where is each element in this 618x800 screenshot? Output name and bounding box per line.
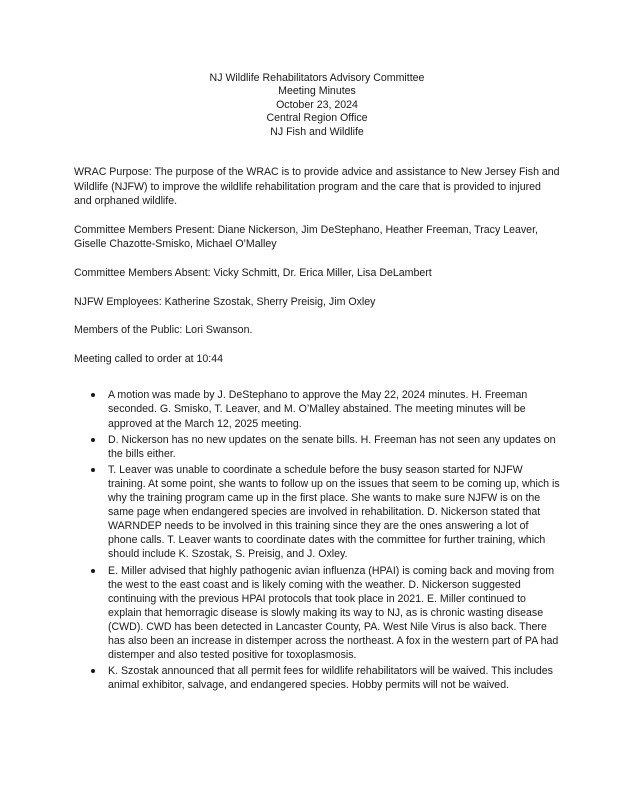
list-item-text: T. Leaver was unable to coordinate a schedule before the busy season started for NJFW training. At some point, she wants to follow up on the issues that seem to be coming up, which is why the training program came up in the first place. She wants to make sure NJFW is on the same page when endangered species are involved in rehabilitation. D. Nickerson stated that WARNDEP needs to be involved in this training since they are the ones answering a lot of phone calls. T. Leaver wants to coordinate dates with the committee for further training, which should include K. Szostak, S. Preisig, and J. Oxley. xyxy=(108,463,560,561)
public-paragraph: Members of the Public: Lori Swanson. xyxy=(74,324,253,337)
employees-paragraph: NJFW Employees: Katherine Szostak, Sherry Preisig, Jim Oxley xyxy=(74,295,376,308)
bullet-icon xyxy=(91,438,95,442)
list-item xyxy=(108,388,560,430)
list-item xyxy=(108,664,560,692)
call-to-order-paragraph: Meeting called to order at 10:44 xyxy=(74,352,223,365)
list-item-text: E. Miller advised that highly pathogenic avian influenza (HPAI) is coming back and moving from the west to the east coast and is likely coming with the weather. D. Nickerson suggested continuing with the previous HPAI protocols that took place in 2021. E. Miller continued to explain that hemorragic disease is slowly making its way to NJ, as is chronic wasting disease (CWD). CWD has been detected in Lancaster County, PA. West Nile Virus is also back. There has also been an increase in distemper across the northeast. A fox in the western part of PA had distemper and also tested positive for toxoplasmosis. xyxy=(108,564,559,662)
document-header xyxy=(74,72,560,139)
committee-name: NJ Wildlife Rehabilitators Advisory Committee xyxy=(209,72,425,84)
members-present-paragraph: Committee Members Present: Diane Nickerson, Jim DeStephano, Heather Freeman, Tracy Leaver, Giselle Chazotte-Smisko, Michael O’Malley xyxy=(74,223,538,251)
meeting-date: October 23, 2024 xyxy=(276,98,358,111)
list-item-text: K. Szostak announced that all permit fees for wildlife rehabilitators will be waived. This includes animal exhibitor, salvage, and endangered species. Hobby permits will not be waived. xyxy=(108,665,553,692)
list-item xyxy=(108,433,560,461)
purpose-paragraph: WRAC Purpose: The purpose of the WRAC is to provide advice and assistance to New Jersey Fish and Wildlife (NJFW) to improve the wildlife rehabilitation program and the care that is provided to injured and orphaned wildlife. xyxy=(74,166,560,208)
list-item-text: D. Nickerson has no new updates on the senate bills. H. Freeman has not seen any updates on the bills either. xyxy=(108,433,556,460)
meeting-location: Central Region Office xyxy=(266,112,368,125)
bullet-icon xyxy=(91,669,95,673)
minutes-list xyxy=(74,388,560,692)
document-title: Meeting Minutes xyxy=(278,85,356,98)
organization-name: NJ Fish and Wildlife xyxy=(270,125,364,138)
list-item xyxy=(108,463,560,562)
list-item-text: A motion was made by J. DeStephano to approve the May 22, 2024 minutes. H. Freeman seconded. G. Smisko, T. Leaver, and M. O’Malley abstained. The meeting minutes will be approved at the March 12, 2025 meeting. xyxy=(108,389,528,430)
list-item xyxy=(108,564,560,663)
bullet-icon xyxy=(91,468,95,472)
bullet-icon xyxy=(91,393,95,397)
members-absent-paragraph: Committee Members Absent: Vicky Schmitt, Dr. Erica Miller, Lisa DeLambert xyxy=(74,267,432,279)
bullet-icon xyxy=(91,569,95,573)
